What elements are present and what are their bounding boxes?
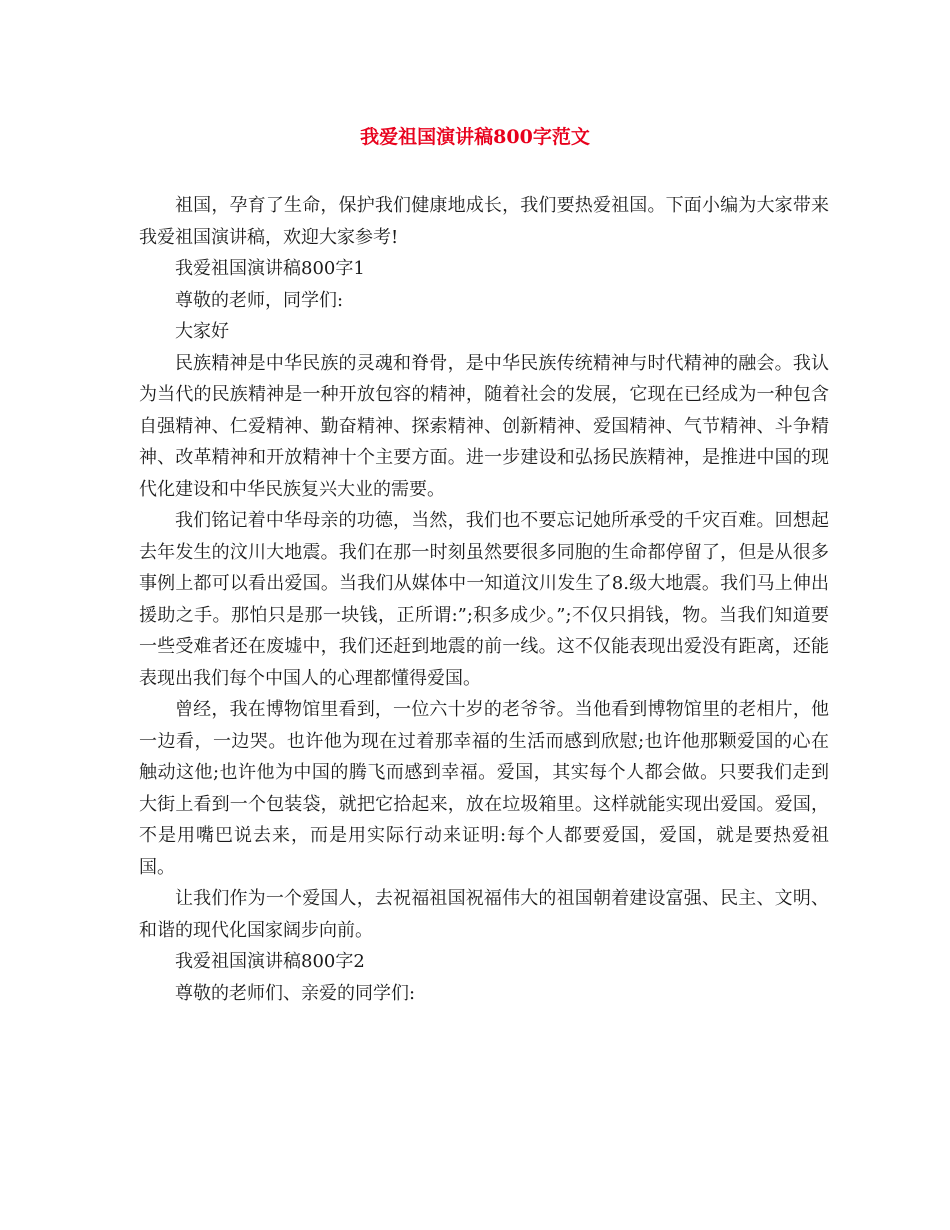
paragraph-intro: 祖国，孕育了生命，保护我们健康地成长，我们要热爱祖国。下面小编为大家带来我爱祖国演讲稿，欢迎大家参考! xyxy=(139,195,829,248)
paragraph-museum: 曾经，我在博物馆里看到，一位六十岁的老爷爷。当他看到博物馆里的老相片，他一边看，一边哭。也许他为现在过着那幸福的生活而感到欣慰;也许他那颗爱国的心在触动这他;也许他为中国的腾飞而感到幸福。爱国，其实每个人都会做。只要我们走到大街上看到一个包装袋，就把它拾起来，放在垃圾箱里。这样就能实现出爱国。爱国，不是用嘴巴说去来，而是用实际行动来证明:每个人都要爱国，爱国，就是要热爱祖国。 xyxy=(139,699,829,878)
greeting: 大家好 xyxy=(175,321,229,342)
document-title: 我爱祖国演讲稿800字范文 xyxy=(360,126,590,148)
section-heading-2: 我爱祖国演讲稿800字2 xyxy=(175,951,365,972)
salutation-1: 尊敬的老师，同学们: xyxy=(175,289,344,311)
paragraph-earthquake: 我们铭记着中华母亲的功德，当然，我们也不要忘记她所承受的千灾百难。回想起去年发生的汶川大地震。我们在那一时刻虽然要很多同胞的生命都停留了，但是从很多事例上都可以看出爱国。当我们从媒体中一知道汶川发生了8.级大地震。我们马上伸出援助之手。那怕只是那一块钱，正所谓:”;积多成少。”;不仅只捐钱，物。当我们知道要一些受难者还在废墟中，我们还赶到地震的前一线。这不仅能表现出爱没有距离，还能表现出我们每个中国人的心理都懂得爱国。 xyxy=(139,510,829,689)
document-body xyxy=(139,190,829,1009)
paragraph-national-spirit: 民族精神是中华民族的灵魂和脊骨，是中华民族传统精神与时代精神的融会。我认为当代的民族精神是一种开放包容的精神，随着社会的发展，它现在已经成为一种包含自强精神、仁爱精神、勤奋精神、探索精神、创新精神、爱国精神、气节精神、斗争精神、改革精神和开放精神十个主要方面。进一步建设和弘扬民族精神，是推进中国的现代化建设和中华民族复兴大业的需要。 xyxy=(139,352,829,500)
section-heading-1: 我爱祖国演讲稿800字1 xyxy=(175,258,365,279)
paragraph-closing: 让我们作为一个爱国人，去祝福祖国祝福伟大的祖国朝着建设富强、民主、文明、和谐的现代化国家阔步向前。 xyxy=(139,888,829,941)
salutation-2: 尊敬的老师们、亲爱的同学们: xyxy=(175,982,416,1004)
